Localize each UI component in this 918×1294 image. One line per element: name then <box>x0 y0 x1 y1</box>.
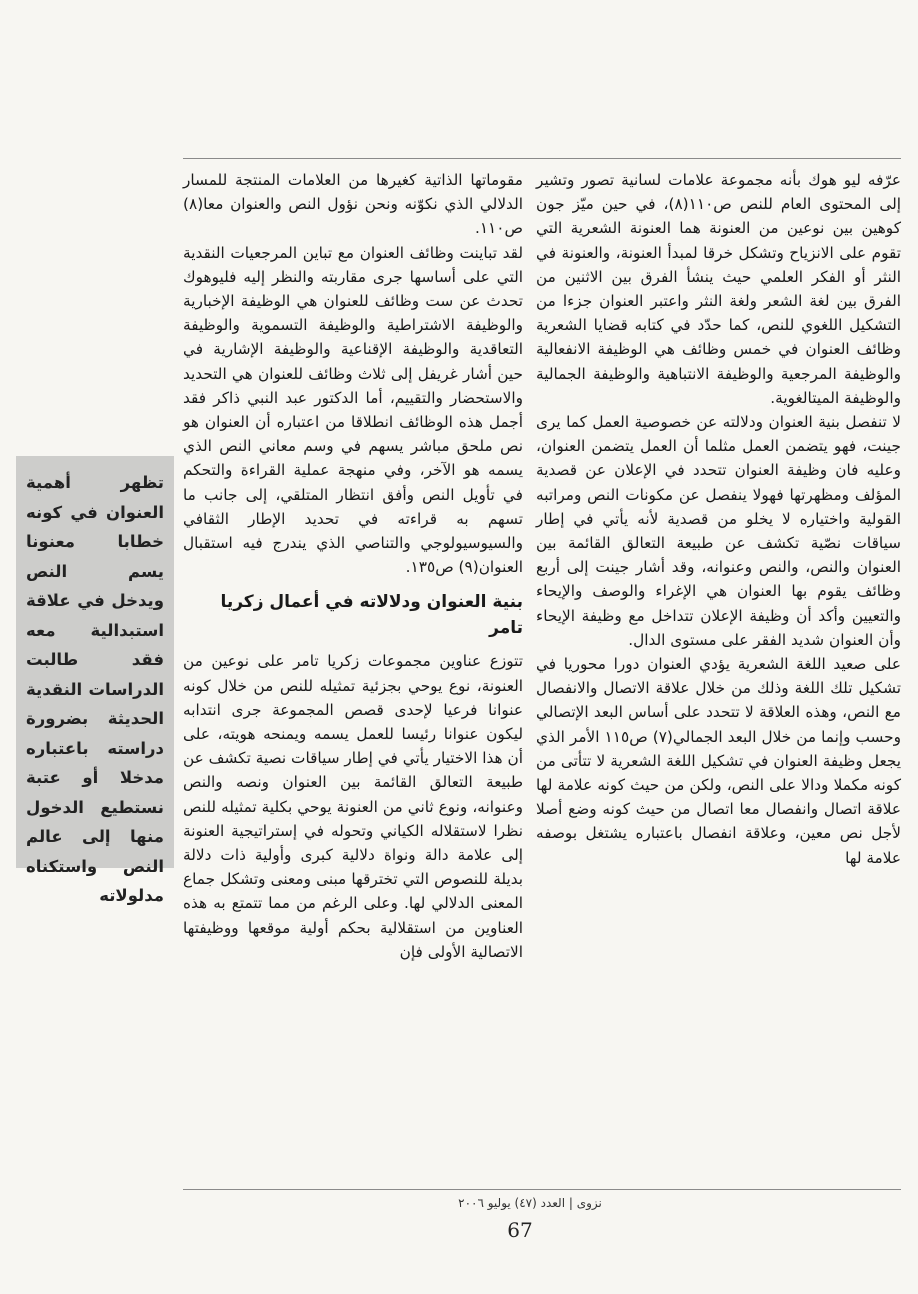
bottom-divider <box>183 1189 901 1190</box>
paragraph: تتوزع عناوين مجموعات زكريا تامر على نوعين من العنونة، نوع يوحي بجزئية تمثيله للنص من خلال كونه عنوانا فرعيا لإحدى قصص المجموعة جرى انتدابه ليكون عنوانا رئيسا للعمل يسمه ويمنحه هويته، على أن هذا الاختيار يأتي في إطار سياقات نصية تكشف عن طبيعة التعالق القائمة بين العنوان ونصه والنص وعنوانه، ونوع ثاني من العنونة يوحي بكلية تمثيله للنص نظرا لاستقلاله الكياني وتحوله في إستراتيجية العنونة إلى علامة دالة ونواة دلالية كبرى وأولية ذات دلالة بديلة للنصوص التي تخترقها مبنى ومعنى وتشكل جماع المعنى الدلالي لها. وعلى الرغم من مما تتمتع به هذه العناوين من استقلالية بحكم أولية موقعها ووظيفتها الاتصالية الأولى فإن <box>183 652 523 961</box>
paragraph: مقوماتها الذاتية كغيرها من العلامات المنتجة للمسار الدلالي الذي نكوّنه ونحن نؤول النص والعنوان معا(٨) ص١١٠. <box>183 171 523 238</box>
magazine-issue-info: نزوى | العدد (٤٧) يوليو ٢٠٠٦ <box>458 1196 602 1210</box>
paragraph: على صعيد اللغة الشعرية يؤدي العنوان دورا محوريا في تشكيل تلك اللغة وذلك من خلال علاقة الاتصال والانفصال مع النص، وهذه العلاقة لا تتحدد على أساس البعد الإتصالي وحسب وإنما من خلال البعد الجمالي(٧) ص١١٥ الأمر الذي يجعل وظيفة العنوان في تشكيل اللغة الشعرية لا تتأتى من كونه مكملا ودالا على النص، ولكن من حيث كونه علامة لها علاقة اتصال وانفصال معا اتصال من حيث كونه وضع أصلا لأجل نص معين، وعلاقة انفصال باعتباره يشتغل بوصفه علامة لها <box>536 655 901 867</box>
paragraph: لا تنفصل بنية العنوان ودلالته عن خصوصية العمل كما يرى جينت، فهو يتضمن العمل مثلما أن العمل يتضمن العنوان، وعليه فان وظيفة العنوان تتحدد في الإعلان عن قصدية المؤلف ومظهرتها فهولا ينفصل عن مكونات النص ومراتبه القولية واختياره لا يخلو من قصدية لأنه يأتي في إطار سياقات نصّية تكشف عن طبيعة التعالق القائمة بين العنوان والنص، والنص وعنوانه، وقد أشار جينت إلى أربع وظائف يقوم بها العنوان هي الإغراء والوصف والإيحاء والتعيين وأكد أن وظيفة الإعلان تتداخل مع وظيفة الإيحاء وأن العنوان شديد الفقر على مستوى الدال. <box>536 413 901 649</box>
top-divider <box>183 158 901 159</box>
pull-quote <box>16 456 174 905</box>
page-number: 67 <box>507 1218 533 1242</box>
section-heading: بنية العنوان ودلالاته في أعمال زكريا تامر <box>220 592 523 639</box>
article-column-right <box>536 168 901 870</box>
article-column-middle <box>183 168 523 964</box>
paragraph: لقد تباينت وظائف العنوان مع تباين المرجعيات النقدية التي على أساسها جرى مقاربته والنظر إليه فليوهوك تحدث عن ست وظائف للعنوان هي الوظيفة الإخبارية والوظيفة الاشتراطية والوظيفة التسموية والوظيفة التعاقدية والوظيفة الإقناعية والوظيفة الإشارية في حين أشار غريفل إلى ثلاث وظائف للعنوان هي التحديد والاستحضار والتقييم، أما الدكتور عبد النبي ذاكر فقد أجمل هذه الوظائف انطلاقا من اعتباره أن العنوان هو نص ملحق مباشر يسهم في وسم معاني النص الذي يسمه هو الآخر، وفي منهجة عملية القراءة والتحكم في تأويل النص وأفق انتظار المتلقي، إلى جانب ما تسهم به قراءته في تحديد الإطار الثقافي والسيوسيولوجي والتناصي الذي يندرج فيه استقبال العنوان(٩) ص١٣٥. <box>183 243 523 577</box>
paragraph: عرّفه ليو هوك بأنه مجموعة علامات لسانية تصور وتشير إلى المحتوى العام للنص ص١١٠(٨)، في حين ميّز جون كوهين بين نوعين من العنونة هما العنونة الشعرية التي تقوم على الانزياح وتشكل خرقا لمبدأ العنونة، والعنونة في النثر أو الفكر العلمي حيث ينشأ الفرق بين الاثنين من الفرق بين لغة الشعر ولغة النثر واعتبر العنوان جزءا من التشكيل اللغوي للنص، كما حدّد في كتابه قضايا الشعرية وظائف العنوان في خمس وظائف هي الوظيفة الانفعالية والوظيفة المرجعية والوظيفة الانتباهية والوظيفة الجمالية والوظيفة الميتالغوية. <box>536 171 901 407</box>
pull-quote-text: تظهر أهمية العنوان في كونه خطابا معنونا يسم النص ويدخل في علاقة استبدالية معه فقد طالبت الدراسات النقدية الحديثة بضرورة دراسته باعتباره مدخلا أو عتبة نستطيع الدخول منها إلى عالم النص واستكناه مدلولاته <box>26 473 164 905</box>
